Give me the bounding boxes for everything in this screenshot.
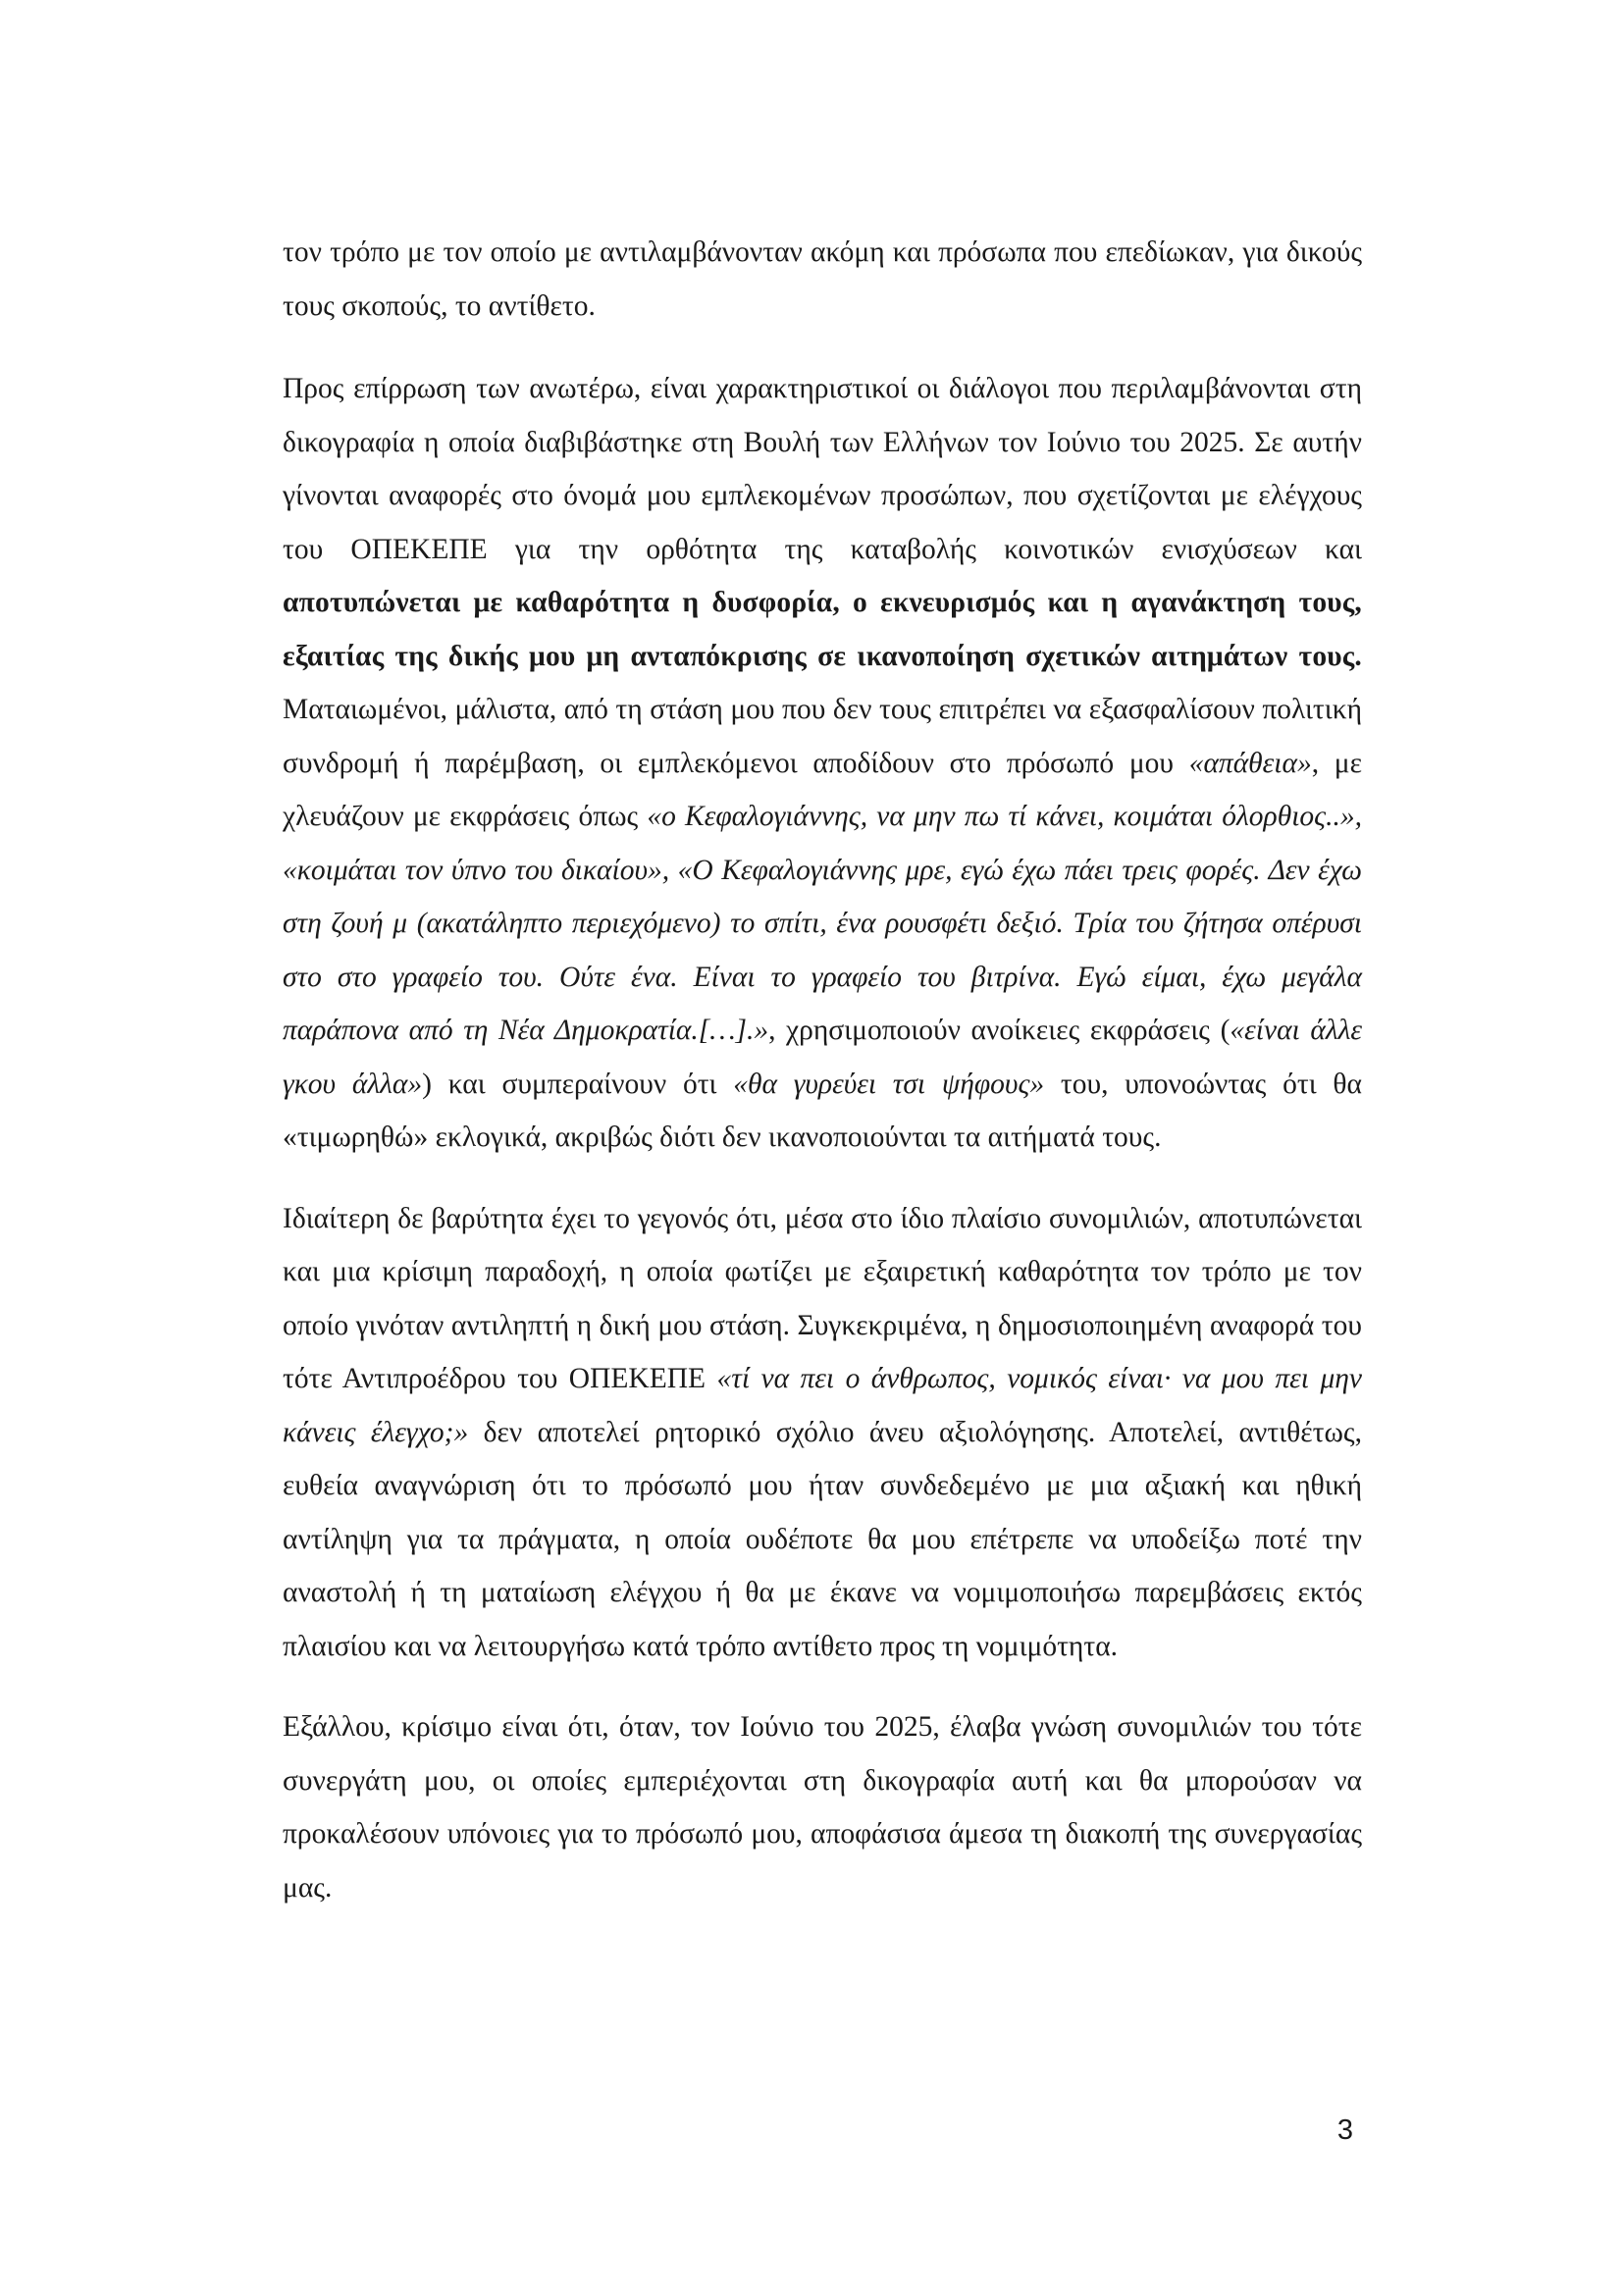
- paragraph-2-text-5: ) και συμπεραίνουν ότι: [422, 1068, 734, 1100]
- paragraph-4-text: Εξάλλου, κρίσιμο είναι ότι, όταν, τον Ιούνιο του 2025, έλαβα γνώση συνομιλιών του τότε συνεργάτη μου, οι οποίες εμπεριέχονται στη δικογραφία αυτή και θα μπορούσαν να προκαλέσουν υπόνοιες για το πρόσωπό μου, αποφάσισα άμεσα τη διακοπή της συνεργασίας μας.: [283, 1711, 1362, 1904]
- paragraph-2-quote-apatheia: «απάθεια»: [1188, 747, 1312, 779]
- paragraph-2-text-6: του, υπονοώντας ότι θα «τιμωρηθώ» εκλογικά, ακριβώς διότι δεν ικανοποιούνται τα αιτήματά τους.: [283, 1068, 1362, 1153]
- paragraph-3-quote: «τί να πει ο άνθρωπος, νομικός είναι· να μου πει μην κάνεις έλεγχο;»: [283, 1363, 1362, 1448]
- paragraph-2-quote-block: «ο Κεφαλογιάννης, να μην πω τί κάνει, κοιμάται όλορθιος..», «κοιμάται τον ύπνο του δικαίου», «Ο Κεφαλογιάννης μρε, εγώ έχω πάει τρεις φορές. Δεν έχω στη ζουή μ (ακατάληπτο περιεχόμενο) το σπίτι, ένα ρουσφέτι δεξιό. Τρία του ζήτησα οπέρυσι στο στο γραφείο του. Ούτε ένα. Είναι το γραφείο του βιτρίνα. Εγώ είμαι, έχω μεγάλα παράπονα από τη Νέα Δημοκρατία.[…].»: [283, 801, 1362, 1046]
- document-body: [283, 226, 1362, 1942]
- paragraph-2-quote-votes: «θα γυρεύει τσι ψήφους»: [733, 1068, 1045, 1100]
- paragraph-3-text-1: Ιδιαίτερη δε βαρύτητα έχει το γεγονός ότι, μέσα στο ίδιο πλαίσιο συνομιλιών, αποτυπώνεται και μια κρίσιμη παραδοχή, η οποία φωτίζει με εξαιρετική καθαρότητα τον τρόπο με τον οποίο γινόταν αντιληπτή η δική μου στάση. Συγκεκριμένα, η δημοσιοποιημένη αναφορά του τότε Αντιπροέδρου του ΟΠΕΚΕΠΕ: [283, 1202, 1362, 1394]
- paragraph-2-text-3: , με χλευάζουν με εκφράσεις όπως: [283, 747, 1362, 832]
- page-number: 3: [1336, 2114, 1353, 2146]
- paragraph-2-text-2: Ματαιωμένοι, μάλιστα, από τη στάση μου που δεν τους επιτρέπει να εξασφαλίσουν πολιτική συνδρομή ή παρέμβαση, οι εμπλεκόμενοι αποδίδουν στο πρόσωπό μου: [283, 694, 1362, 779]
- paragraph-2-bold-emphasis: αποτυπώνεται με καθαρότητα η δυσφορία, ο εκνευρισμός και η αγανάκτηση τους, εξαιτίας της δικής μου μη ανταπόκρισης σε ικανοποίηση σχετικών αιτημάτων τους.: [283, 587, 1362, 672]
- paragraph-2: [283, 362, 1362, 1165]
- paragraph-2-quote-idiom: «είναι άλλε γκου άλλα»: [283, 1015, 1363, 1100]
- paragraph-3-text-2: δεν αποτελεί ρητορικό σχόλιο άνευ αξιολόγησης. Αποτελεί, αντιθέτως, ευθεία αναγνώριση ότι το πρόσωπό μου ήταν συνδεδεμένο με μια αξιακή και ηθική αντίληψη για τα πράγματα, η οποία ουδέποτε θα μου επέτρεπε να υποδείξω ποτέ την αναστολή ή τη ματαίωση ελέγχου ή θα με έκανε να νομιμοποιήσω παρεμβάσεις εκτός πλαισίου και να λειτουργήσω κατά τρόπο αντίθετο προς τη νομιμότητα.: [283, 1416, 1362, 1662]
- paragraph-3: [283, 1192, 1362, 1674]
- paragraph-2-text-4: , χρησιμοποιούν ανοίκειες εκφράσεις (: [768, 1015, 1230, 1046]
- paragraph-1-text: τον τρόπο με τον οποίο με αντιλαμβάνονταν ακόμη και πρόσωπα που επεδίωκαν, για δικούς τους σκοπούς, το αντίθετο.: [283, 236, 1362, 322]
- paragraph-1: [283, 226, 1362, 333]
- paragraph-2-text-1: Προς επίρρωση των ανωτέρω, είναι χαρακτηριστικοί οι διάλογοι που περιλαμβάνονται στη δικογραφία η οποία διαβιβάστηκε στη Βουλή των Ελλήνων τον Ιούνιο του 2025. Σε αυτήν γίνονται αναφορές στο όνομά μου εμπλεκομένων προσώπων, που σχετίζονται με ελέγχους του ΟΠΕΚΕΠΕ για την ορθότητα της καταβολής κοινοτικών ενισχύσεων και: [283, 373, 1362, 565]
- paragraph-4: [283, 1700, 1362, 1914]
